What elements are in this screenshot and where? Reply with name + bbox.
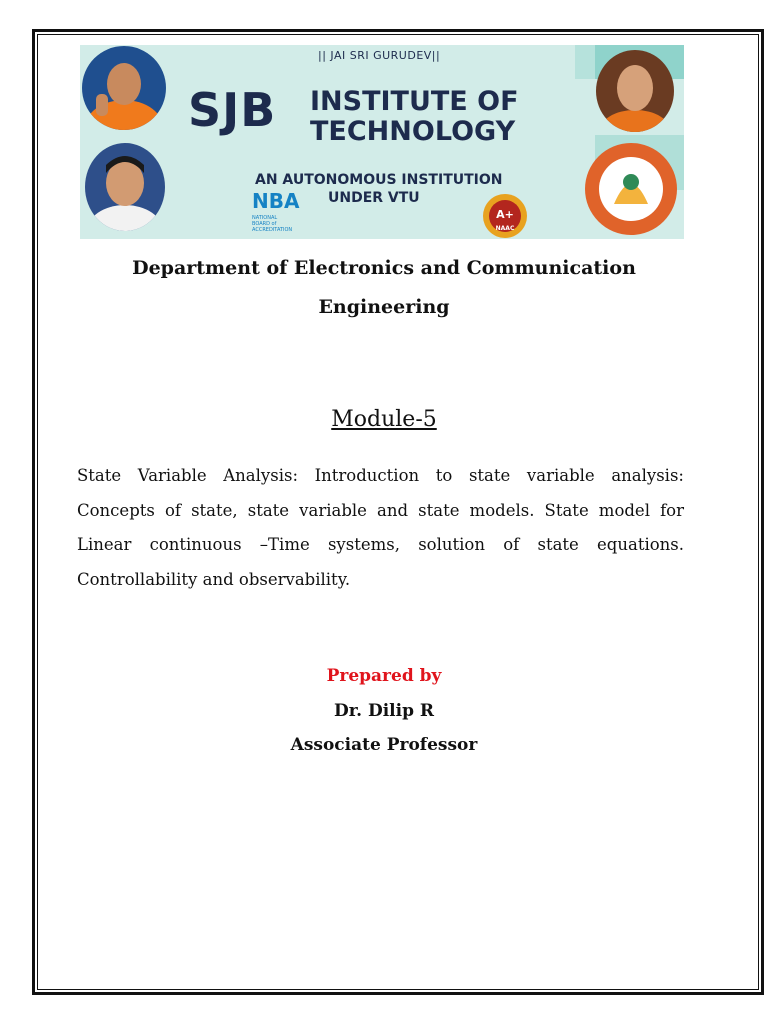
institute-name-line1: INSTITUTE OF [310, 86, 519, 117]
prepared-by-label: Prepared by [326, 666, 442, 686]
module-description: State Variable Analysis: Introduction to state variable analysis: Concepts of state, state variable and state models. State model for Linear continuous –Time systems, solution of state equations. Controllability and observability. [77, 466, 684, 589]
naac-badge [482, 193, 528, 239]
institute-name-line2: TECHNOLOGY [310, 116, 516, 147]
institute-seal [584, 142, 678, 236]
department-line2: Engineering [318, 296, 450, 318]
institute-full-name [310, 87, 519, 147]
autonomous-line2: UNDER VTU [328, 190, 420, 206]
author-designation: Associate Professor [290, 735, 478, 755]
institute-short-name: SJB [188, 83, 277, 137]
banner-motto: || JAI SRI GURUDEV|| [318, 49, 441, 62]
institute-banner [80, 45, 684, 239]
nba-logo: NBA [252, 189, 300, 213]
module-title: Module-5 [331, 407, 437, 432]
portrait-top-left [82, 46, 166, 130]
banner-decoration [575, 45, 595, 79]
department-line1: Department of Electronics and Communication [132, 257, 636, 279]
svg-text:NAAC: NAAC [495, 225, 515, 232]
nba-logo-subtitle: NATIONAL BOARD of ACCREDITATION [252, 215, 293, 233]
portrait-bottom-left [85, 143, 165, 231]
author-name: Dr. Dilip R [333, 701, 435, 721]
svg-text:A+: A+ [496, 208, 514, 221]
portrait-top-right [596, 50, 674, 132]
autonomous-line1: AN AUTONOMOUS INSTITUTION [255, 172, 503, 188]
